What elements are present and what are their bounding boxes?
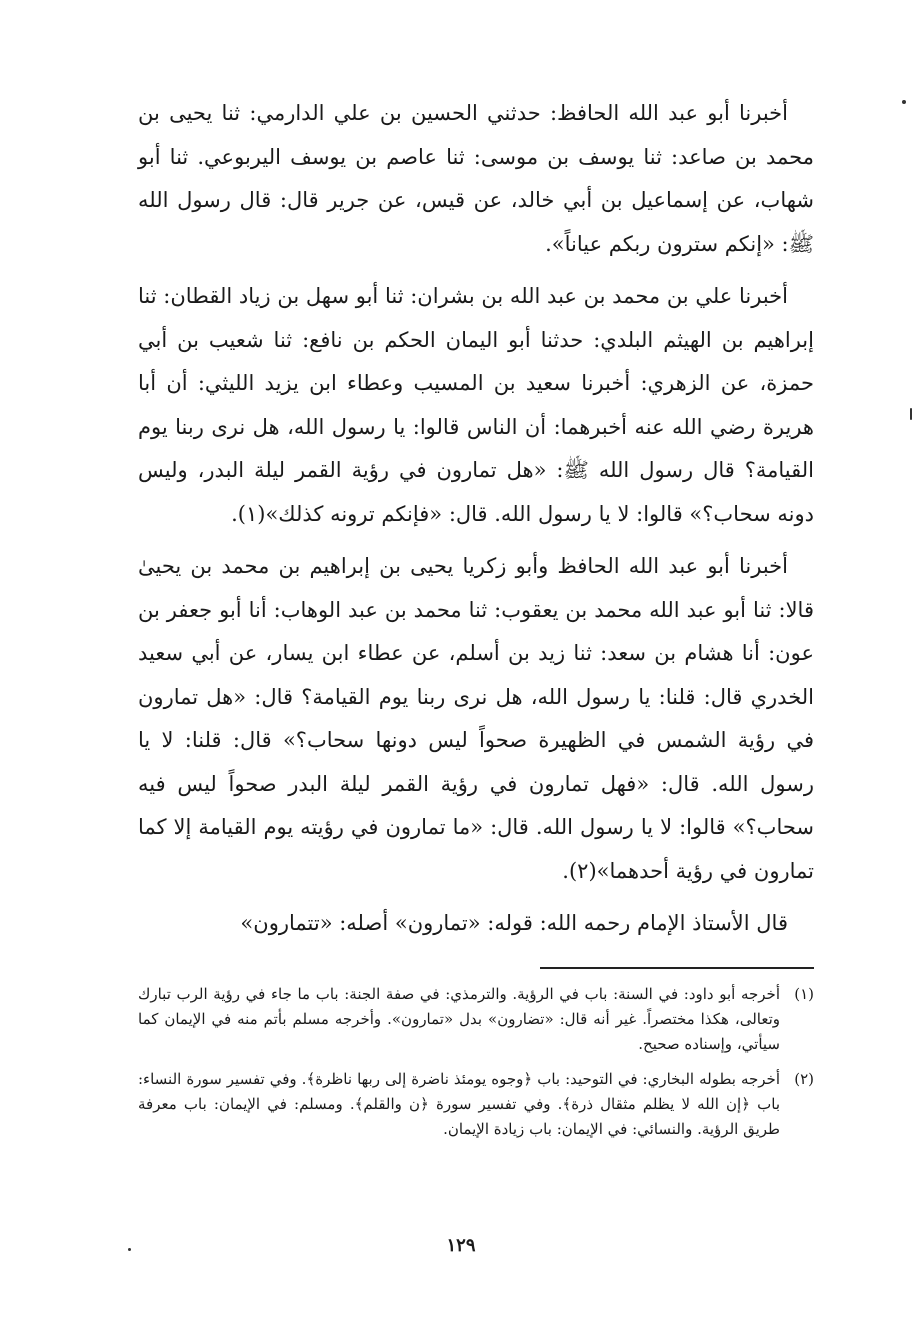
scan-speck xyxy=(910,408,912,420)
scan-speck xyxy=(128,1248,131,1251)
footnote-1-text: أخرجه أبو داود: في السنة: باب في الرؤية. والترمذي: في صفة الجنة: باب ما جاء في رؤية الرب تبارك وتعالى، هكذا مختصراً. غير أنه قال: «تضارون» بدل «تمارون». وأخرجه مسلم بأتم منه في الإيمان كما سيأتي، وإسناده صحيح. xyxy=(138,985,780,1053)
footnote-2-number: (٢) xyxy=(794,1070,814,1088)
hadith-paragraph-1: أخبرنا أبو عبد الله الحافظ: حدثني الحسين بن علي الدارمي: ثنا يحيى بن محمد بن صاعد: ثنا يوسف بن موسى: ثنا عاصم بن يوسف اليربوعي. ثنا أبو شهاب، عن إسماعيل بن أبي خالد، عن قيس، عن جرير قال: قال رسول الله ﷺ: «إنكم سترون ربكم عياناً». xyxy=(138,101,814,256)
footnote-1-number: (١) xyxy=(794,985,814,1003)
footnotes-section xyxy=(138,982,814,1152)
main-text-body xyxy=(138,92,814,946)
hadith-paragraph-2: أخبرنا علي بن محمد بن عبد الله بن بشران: ثنا أبو سهل بن زياد القطان: ثنا إبراهيم بن الهيثم البلدي: حدثنا أبو اليمان الحكم بن نافع: ثنا شعيب بن أبي حمزة، عن الزهري: أخبرنا سعيد بن المسيب وعطاء ابن يزيد الليثي: أن أبا هريرة رضي الله عنه أخبرهما: أن الناس قالوا: يا رسول الله، هل نرى ربنا يوم القيامة؟ قال رسول الله ﷺ: «هل تمارون في رؤية القمر ليلة البدر، وليس دونه سحاب؟» قالوا: لا يا رسول الله. قال: «فإنكم ترونه كذلك»(١). xyxy=(138,284,814,526)
commentary-paragraph: قال الأستاذ الإمام رحمه الله: قوله: «تمارون» أصله: «تتمارون» xyxy=(240,911,788,935)
footnote-2 xyxy=(138,1067,814,1142)
footnote-divider xyxy=(540,967,814,969)
page-number: ١٢٩ xyxy=(446,1235,476,1256)
scan-speck xyxy=(902,100,906,104)
footnote-2-text: أخرجه بطوله البخاري: في التوحيد: باب ﴿وجوه يومئذ ناضرة إلى ربها ناظرة﴾. وفي تفسير سورة النساء: باب ﴿إن الله لا يظلم مثقال ذرة﴾. وفي تفسير سورة ﴿ن والقلم﴾. ومسلم: في الإيمان: باب معرفة طريق الرؤية. والنسائي: في الإيمان: باب زيادة الإيمان. xyxy=(138,1070,780,1138)
hadith-paragraph-3: أخبرنا أبو عبد الله الحافظ وأبو زكريا يحيى بن إبراهيم بن محمد بن يحيىٰ قالا: ثنا أبو عبد الله محمد بن يعقوب: ثنا محمد بن عبد الوهاب: أنا أبو جعفر بن عون: أنا هشام بن سعد: ثنا زيد بن أسلم، عن عطاء ابن يسار، عن أبي سعيد الخدري قال: قلنا: يا رسول الله، هل نرى ربنا يوم القيامة؟ قال: «هل تمارون في رؤية الشمس في الظهيرة صحواً ليس دونها سحاب؟» قال: قلنا: لا يا رسول الله. قال: «فهل تمارون في رؤية القمر ليلة البدر صحواً ليس فيه سحاب؟» قالوا: لا يا رسول الله. قال: «ما تمارون في رؤيته يوم القيامة إلا كما تمارون في رؤية أحدهما»(٢). xyxy=(138,554,814,883)
footnote-1 xyxy=(138,982,814,1057)
